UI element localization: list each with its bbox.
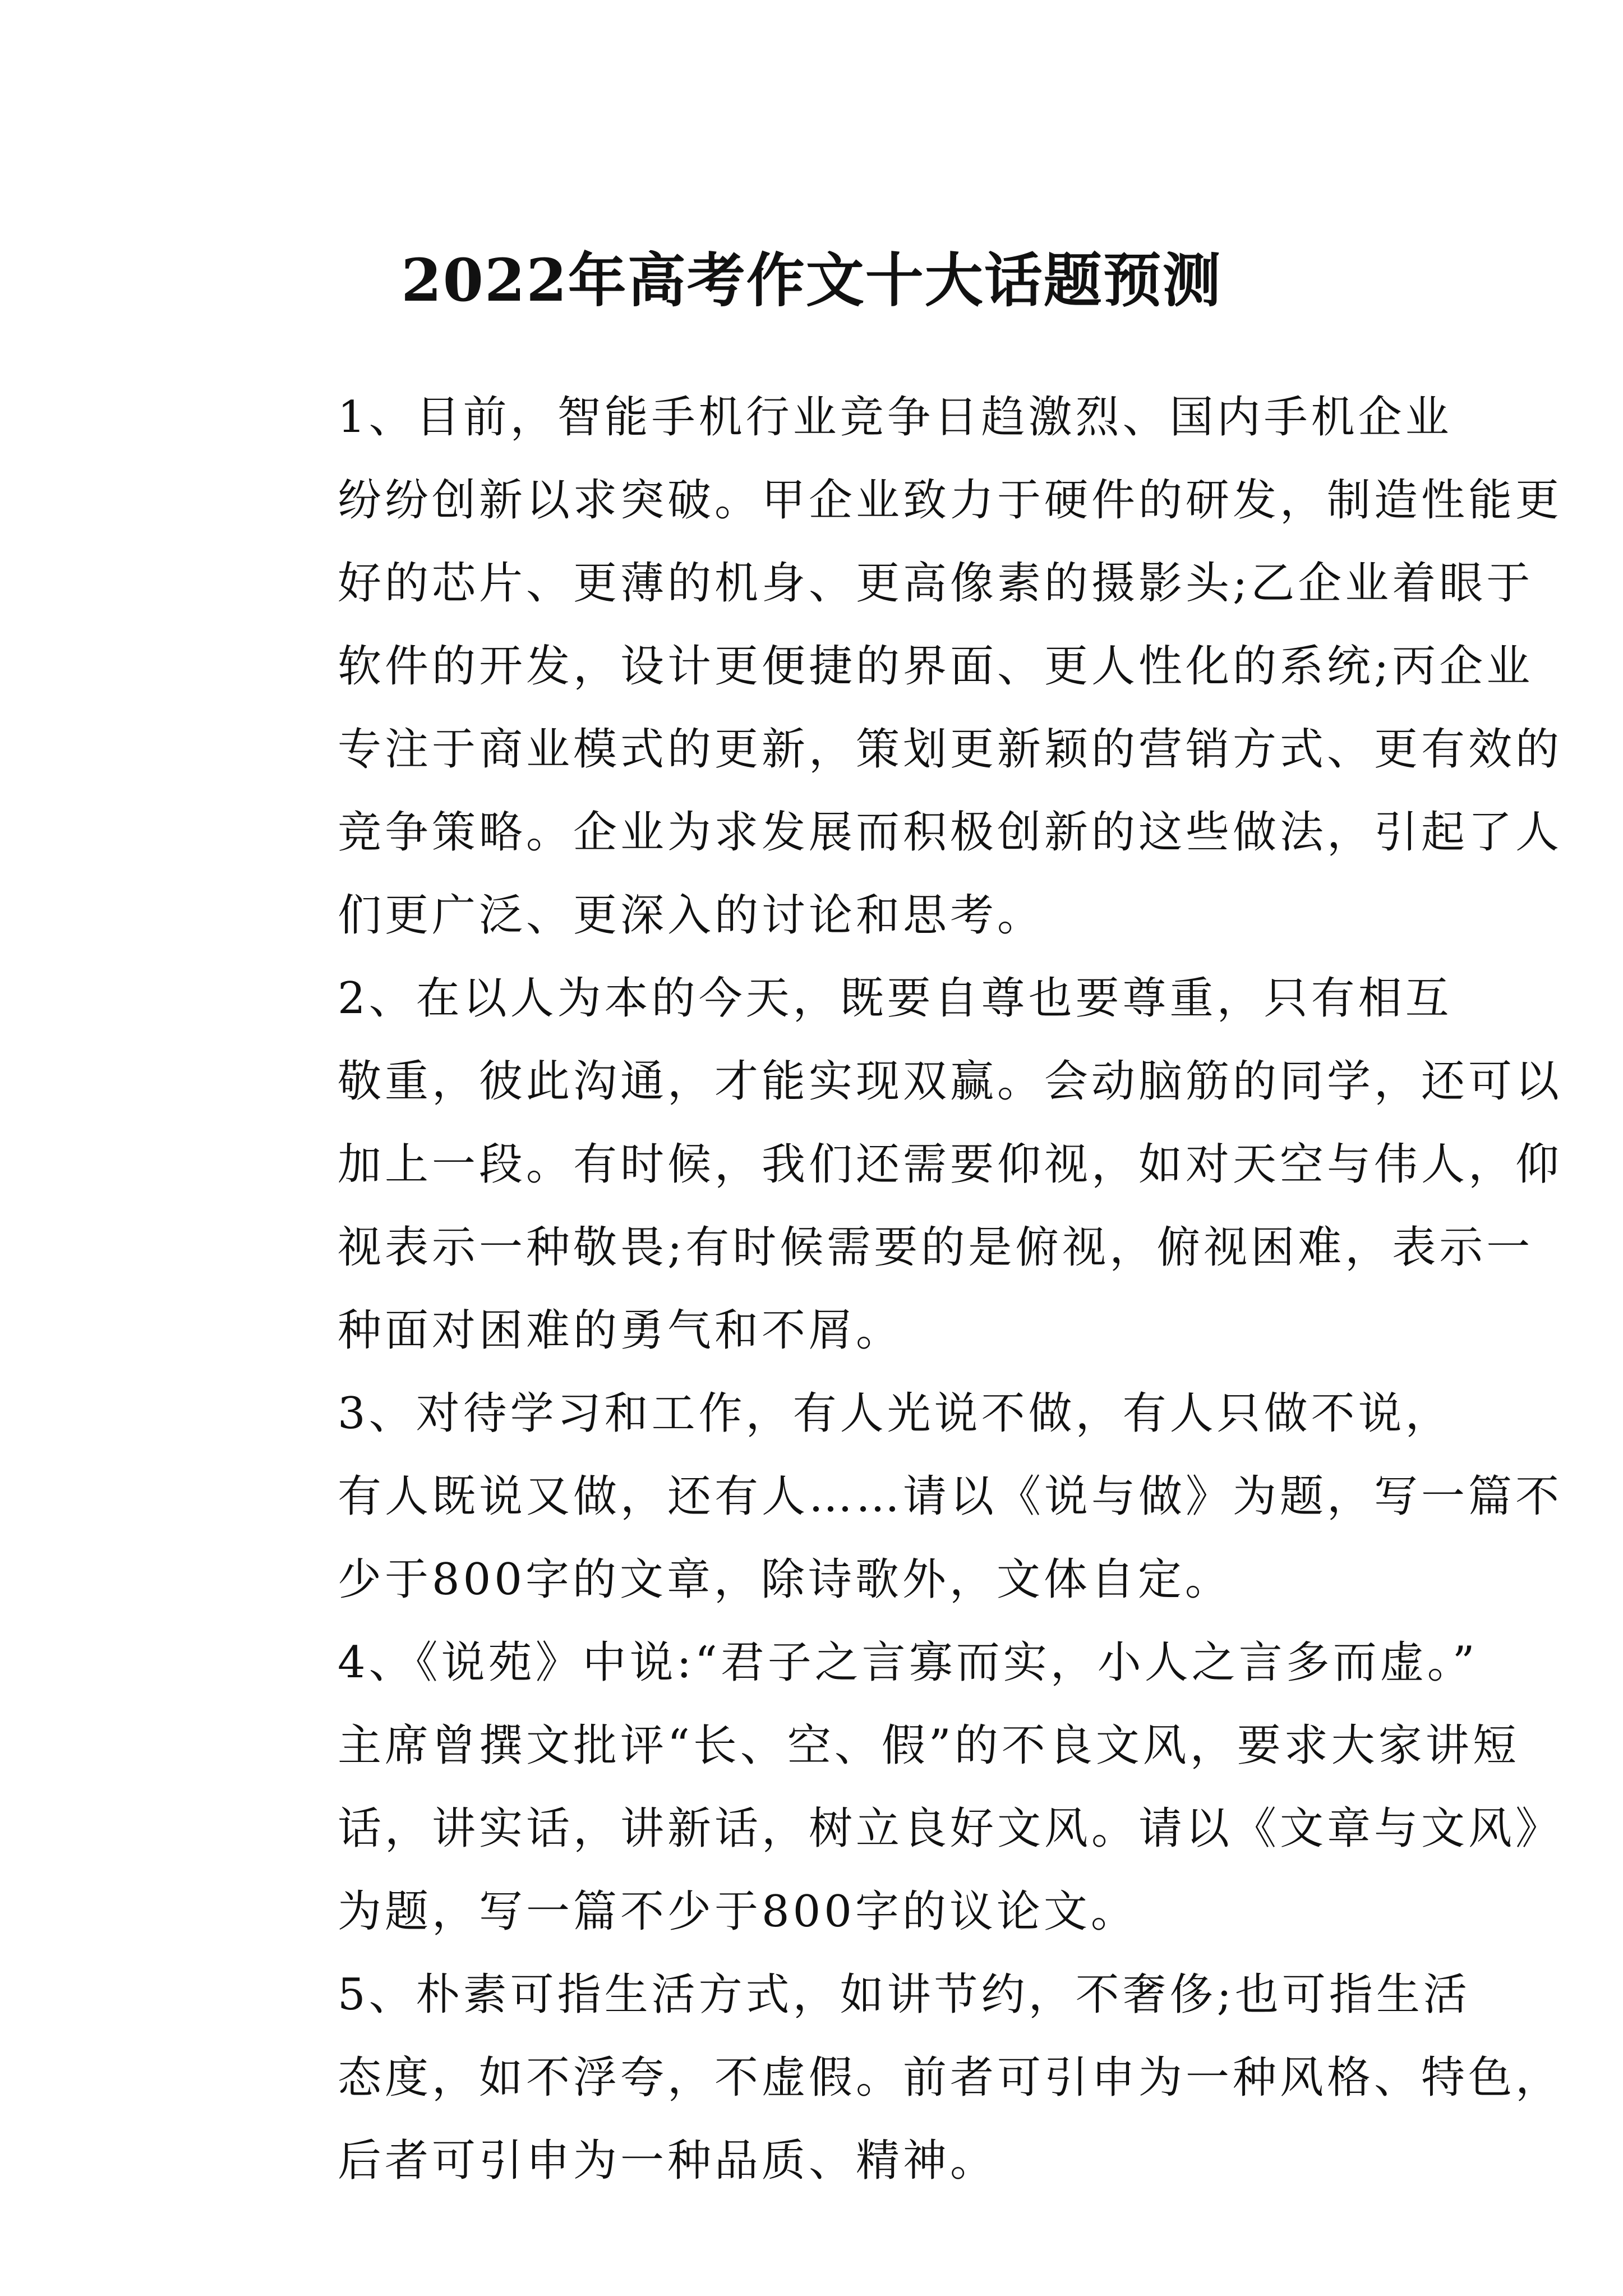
text-line: 视表示一种敬畏;有时候需要的是俯视，俯视困难，表示一 bbox=[338, 1222, 1534, 1273]
paragraph-1 bbox=[250, 376, 1563, 957]
paragraph-2 bbox=[250, 957, 1563, 1372]
text-line: 2、在以人为本的今天，既要自尊也要尊重，只有相互 bbox=[338, 973, 1453, 1024]
text-line: 为题，写一篇不少于800字的议论文。 bbox=[338, 1887, 1138, 1937]
text-line: 有人既说又做，还有人……请以《说与做》为题，写一篇不 bbox=[338, 1471, 1563, 1522]
text-line: 态度，如不浮夸，不虚假。前者可引申为一种风格、特色， bbox=[338, 2053, 1563, 2103]
text-line: 种面对困难的勇气和不屑。 bbox=[338, 1305, 903, 1356]
text-line: 敬重，彼此沟通，才能实现双赢。会动脑筋的同学，还可以 bbox=[338, 1056, 1563, 1107]
document-title: 2022年高考作文十大话题预测 bbox=[401, 245, 1222, 315]
text-line: 加上一段。有时候，我们还需要仰视，如对天空与伟人，仰 bbox=[338, 1139, 1563, 1190]
text-line: 话，讲实话，讲新话，树立良好文风。请以《文章与文风》 bbox=[338, 1803, 1563, 1854]
paragraph-5 bbox=[250, 1953, 1563, 2202]
document-body bbox=[250, 376, 1563, 2202]
text-line: 专注于商业模式的更新，策划更新颖的营销方式、更有效的 bbox=[338, 724, 1563, 775]
paragraph-3 bbox=[250, 1372, 1563, 1621]
text-line: 5、朴素可指生活方式，如讲节约，不奢侈;也可指生活 bbox=[338, 1970, 1470, 2020]
text-line: 3、对待学习和工作，有人光说不做，有人只做不说， bbox=[338, 1388, 1453, 1439]
text-line: 竞争策略。企业为求发展而积极创新的这些做法，引起了人 bbox=[338, 807, 1563, 858]
text-line: 纷纷创新以求突破。甲企业致力于硬件的研发，制造性能更 bbox=[338, 475, 1563, 526]
text-line: 4、《说苑》中说:“君子之言寡而实，小人之言多而虚。” bbox=[338, 1637, 1478, 1688]
text-line: 后者可引申为一种品质、精神。 bbox=[338, 2136, 998, 2186]
text-line: 少于800字的文章，除诗歌外，文体自定。 bbox=[338, 1554, 1232, 1605]
text-line: 主席曾撰文批评“长、空、假”的不良文风，要求大家讲短 bbox=[338, 1720, 1520, 1771]
text-line: 们更广泛、更深入的讨论和思考。 bbox=[338, 890, 1045, 941]
text-line: 1、目前，智能手机行业竞争日趋激烈、国内手机企业 bbox=[338, 392, 1453, 443]
text-line: 好的芯片、更薄的机身、更高像素的摄影头;乙企业着眼于 bbox=[338, 558, 1534, 609]
text-line: 软件的开发，设计更便捷的界面、更人性化的系统;丙企业 bbox=[338, 641, 1534, 692]
paragraph-4 bbox=[250, 1621, 1563, 1953]
